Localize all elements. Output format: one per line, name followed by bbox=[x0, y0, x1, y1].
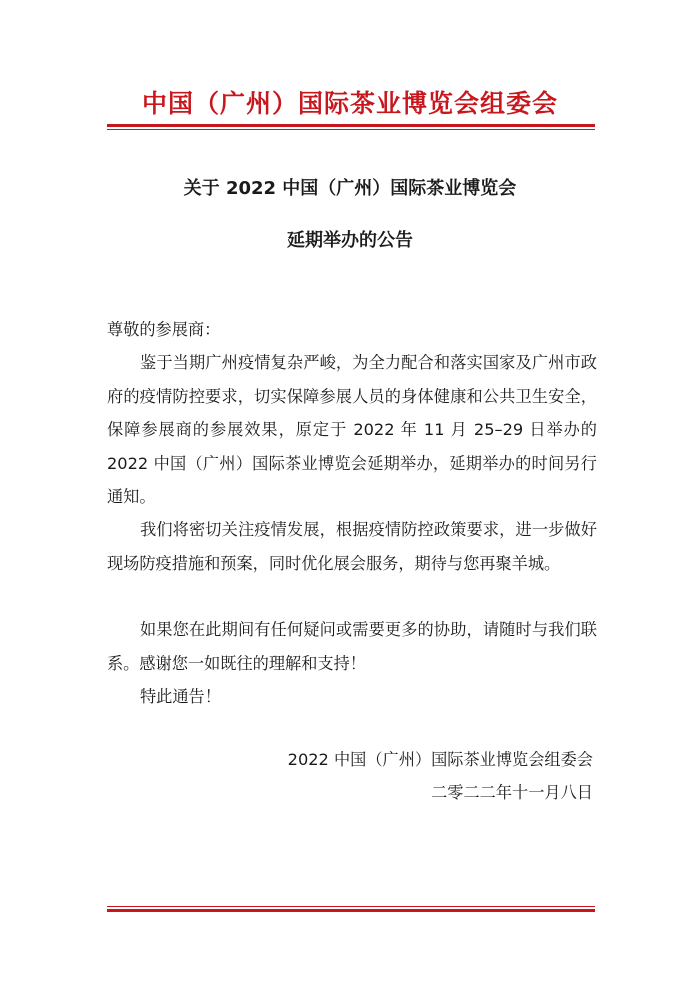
closing-statement: 特此通告！ bbox=[140, 687, 221, 706]
letterhead-top-divider bbox=[107, 124, 595, 130]
announcement-title-line-2: 延期举办的公告 bbox=[287, 230, 413, 251]
footer-divider bbox=[107, 906, 595, 912]
divider-thick-line bbox=[107, 909, 595, 912]
announcement-title-line-1: 关于 2022 中国（广州）国际茶业博览会 bbox=[183, 178, 517, 199]
body-paragraph-1: 鉴于当期广州疫情复杂严峻，为全力配合和落实国家及广州市政府的疫情防控要求，切实保障参展人员的身体健康和公共卫生安全，保障参展商的参展效果，原定于 2022 年 11 月 25–29 日举办的 2022 中国（广州）国际茶业博览会延期举办，延期举办的时间另行通知。 bbox=[107, 353, 597, 506]
letterhead-title: 中国（广州）国际茶业博览会组委会 bbox=[141, 89, 558, 118]
body-paragraph-3: 如果您在此期间有任何疑问或需要更多的协助，请随时与我们联系。感谢您一如既往的理解和支持！ bbox=[107, 620, 597, 673]
salutation: 尊敬的参展商： bbox=[107, 320, 221, 339]
signature-organization: 2022 中国（广州）国际茶业博览会组委会 bbox=[287, 750, 593, 769]
signature-date: 二零二二年十一月八日 bbox=[431, 783, 593, 802]
body-paragraph-2: 我们将密切关注疫情发展，根据疫情防控政策要求，进一步做好现场防疫措施和预案，同时优化展会服务，期待与您再聚羊城。 bbox=[107, 520, 597, 573]
divider-thin-line bbox=[107, 129, 595, 130]
